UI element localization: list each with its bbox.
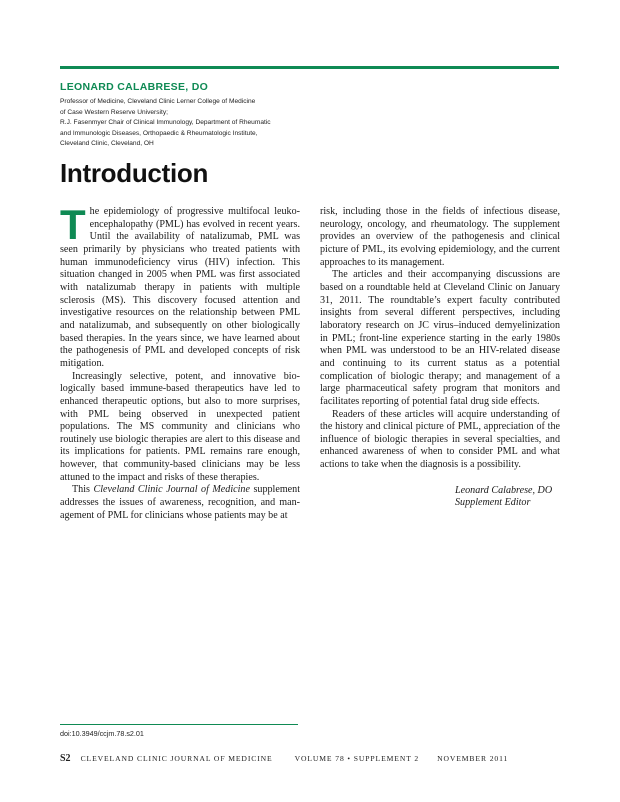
signature xyxy=(320,485,560,510)
text-column-left xyxy=(60,201,301,522)
footer-date: NOVEMBER 2011 xyxy=(437,754,509,763)
article-title: Introduction xyxy=(60,158,209,188)
paragraph-3-continued: risk, including those in the fields of infectious disease, neurology, oncology, and rheumatology. The supplement provides an overview of the pathogenesis and clinical picture of PML, its evolving epidemiology, and the current approaches to its management. xyxy=(320,206,560,268)
affiliation-line: Cleveland Clinic, Cleveland, OH xyxy=(60,140,154,147)
author-block xyxy=(60,80,320,150)
signature-name: Leonard Calabrese, DO xyxy=(455,484,553,496)
drop-cap: T xyxy=(60,201,86,248)
page-number: S2 xyxy=(60,753,71,764)
affiliation-line: Professor of Medicine, Cleveland Clinic Lerner College of Medicine xyxy=(60,98,256,105)
paragraph-5: Readers of these articles will acquire understanding of the history and clinical picture of PML, appreciation of the influence of biologic therapies in several specialties, and enhanced awareness of when to consider PML and what actions to take when the diagnosis is a possibility. xyxy=(320,408,560,471)
paragraph-3-lead: This xyxy=(72,484,94,496)
journal-name: Cleveland Clinic Journal of Medicine xyxy=(93,484,250,496)
author-name: LEONARD CALABRESE, DO xyxy=(60,81,209,93)
doi: doi:10.3949/ccjm.78.s2.01 xyxy=(60,729,144,738)
paragraph-3 xyxy=(60,484,300,522)
paragraph-1-text: he epidemiology of progressive multifocal leukoencephalopathy (PML) has evolved in recent years. Until the availability of natalizumab, PML was seen primarily by physicians who treated patients with human immunodeficiency virus (HIV) infection. This situation changed in 2005 when PML was first associated with natalizumab therapy in patients with multiple sclerosis (MS). This discovery focused attention and investigative resources on the relationship between PML and natalizumab, and subsequently on other biologically based therapies. In the years since, we have learned about the pathogenesis of PML and developed concepts of risk mitigation. xyxy=(60,206,300,369)
paragraph-1 xyxy=(60,201,300,371)
paragraph-2: Increasingly selective, potent, and innovative biologically based immune-based therapeutics have led to enhanced therapeutic options, but also to more surprises, with PML being observed in unexpected patient populations. The MS community and clinicians who routinely use biologic therapies are alert to this disease and its implications for patients. PML remains rare enough, however, that community-based clinicians may be less attuned to the impact and risks of these therapies. xyxy=(60,370,300,483)
paragraph-3-text: supplement addresses the issues of awareness, recognition, and management of PML for clinicians whose patients may be at xyxy=(60,484,301,521)
footer-volume: VOLUME 78 • SUPPLEMENT 2 xyxy=(294,754,420,763)
signature-role: Supplement Editor xyxy=(455,497,531,509)
top-rule xyxy=(60,66,559,69)
page-footer xyxy=(60,748,508,766)
affiliation-line: of Case Western Reserve University; xyxy=(60,108,168,116)
text-column-right xyxy=(320,206,560,510)
footnote-rule xyxy=(60,724,298,725)
footer-journal: CLEVELAND CLINIC JOURNAL OF MEDICINE xyxy=(80,754,273,763)
affiliation-line: and Immunologic Diseases, Orthopaedic & Rheumatologic Institute, xyxy=(60,129,258,137)
paragraph-4: The articles and their accompanying discussions are based on a roundtable held at Cleveland Clinic on January 31, 2011. The roundtable’s expert faculty contributed insights from several different perspectives, including laboratory research on JC virus–induced demyelinization in PML; front-line experience starting in the early 1980s when PML was understood to be an HIV-related disease and continuing to its current status as a potential complication of biologic therapy; and management of a large pharmaceutical safety program that monitors and facilitates reporting of potential fatal drug side effects. xyxy=(320,269,560,407)
affiliation-line: R.J. Fasenmyer Chair of Clinical Immunology, Department of Rheumatic xyxy=(60,119,271,126)
